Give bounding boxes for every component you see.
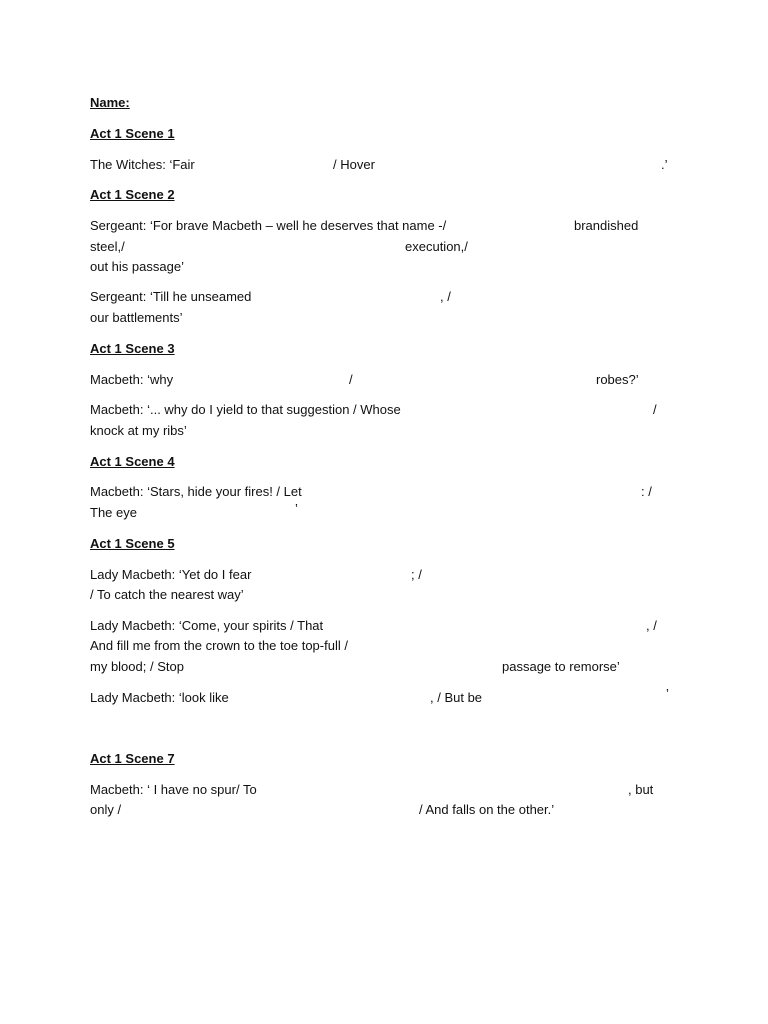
quote-text: / — [653, 402, 657, 417]
section-heading — [0, 749, 768, 769]
quote-line — [0, 216, 768, 236]
quote-line — [0, 616, 768, 636]
quote-text: Macbeth: ‘Stars, hide your fires! / Let — [90, 484, 302, 499]
quote-text: ; / — [411, 567, 422, 582]
quote-text: , / — [646, 618, 657, 633]
quote-line — [0, 482, 768, 502]
quote-text: / And falls on the other.’ — [419, 802, 555, 817]
quote-text: only / — [90, 802, 122, 817]
act1-scene5-heading: Act 1 Scene 5 — [90, 536, 175, 551]
quote-text: / — [349, 372, 353, 387]
quote-text: my blood; / Stop — [90, 659, 184, 674]
quote-line — [0, 370, 768, 390]
name-line — [0, 93, 768, 113]
quote-line — [0, 400, 768, 420]
quote-text: execution,/ — [405, 239, 468, 254]
quote-text: , but — [628, 782, 654, 797]
quote-text: Lady Macbeth: ‘Come, your spirits / That — [90, 618, 324, 633]
quote-line — [0, 421, 768, 441]
quote-text: Lady Macbeth: ‘look like — [90, 690, 229, 705]
quote-line — [0, 287, 768, 307]
quote-text: our battlements’ — [90, 310, 183, 325]
quote-text: Macbeth: ‘why — [90, 372, 174, 387]
quote-text: , / But be — [430, 690, 483, 705]
act1-scene1-heading: Act 1 Scene 1 — [90, 126, 175, 141]
quote-line — [0, 155, 768, 175]
quote-text: .’ — [661, 157, 668, 172]
quote-text: out his passage’ — [90, 259, 184, 274]
section-heading — [0, 452, 768, 472]
quote-text: Lady Macbeth: ‘Yet do I fear — [90, 567, 252, 582]
quote-text: passage to remorse’ — [502, 659, 620, 674]
quote-text: : / — [641, 484, 652, 499]
section-heading — [0, 339, 768, 359]
quote-text: knock at my ribs’ — [90, 423, 187, 438]
act1-scene2-heading: Act 1 Scene 2 — [90, 187, 175, 202]
quote-line — [0, 503, 768, 523]
section-heading — [0, 185, 768, 205]
quote-text: Macbeth: ‘... why do I yield to that suggestion / Whose — [90, 402, 401, 417]
act1-scene7-heading: Act 1 Scene 7 — [90, 751, 175, 766]
quote-text: , / — [440, 289, 451, 304]
quote-text: Macbeth: ‘ I have no spur/ To — [90, 782, 257, 797]
act1-scene4-heading: Act 1 Scene 4 — [90, 454, 175, 469]
quote-text: The Witches: ‘Fair — [90, 157, 195, 172]
quote-line — [0, 565, 768, 585]
quote-line — [0, 800, 768, 820]
quote-text: Sergeant: ‘Till he unseamed — [90, 289, 252, 304]
quote-line — [0, 257, 768, 277]
section-heading — [0, 124, 768, 144]
name-label: Name: — [90, 95, 130, 110]
section-heading — [0, 534, 768, 554]
quote-line — [0, 657, 768, 677]
quote-line — [0, 237, 768, 257]
quote-text: robes?’ — [596, 372, 639, 387]
quote-text: / Hover — [333, 157, 375, 172]
quote-line — [0, 780, 768, 800]
act1-scene3-heading: Act 1 Scene 3 — [90, 341, 175, 356]
quote-line — [0, 585, 768, 605]
quote-text: Sergeant: ‘For brave Macbeth – well he deserves that name -/ — [90, 218, 447, 233]
quote-line — [0, 688, 768, 708]
quote-line — [0, 636, 768, 656]
quote-text: ’ — [295, 501, 298, 516]
quote-text: steel,/ — [90, 239, 125, 254]
quote-text: The eye — [90, 505, 137, 520]
quote-text: brandished — [574, 218, 639, 233]
quote-text: / To catch the nearest way’ — [90, 587, 244, 602]
quote-text: And fill me from the crown to the toe top-full / — [90, 638, 348, 653]
quote-line — [0, 308, 768, 328]
quote-text: ’ — [666, 686, 669, 701]
